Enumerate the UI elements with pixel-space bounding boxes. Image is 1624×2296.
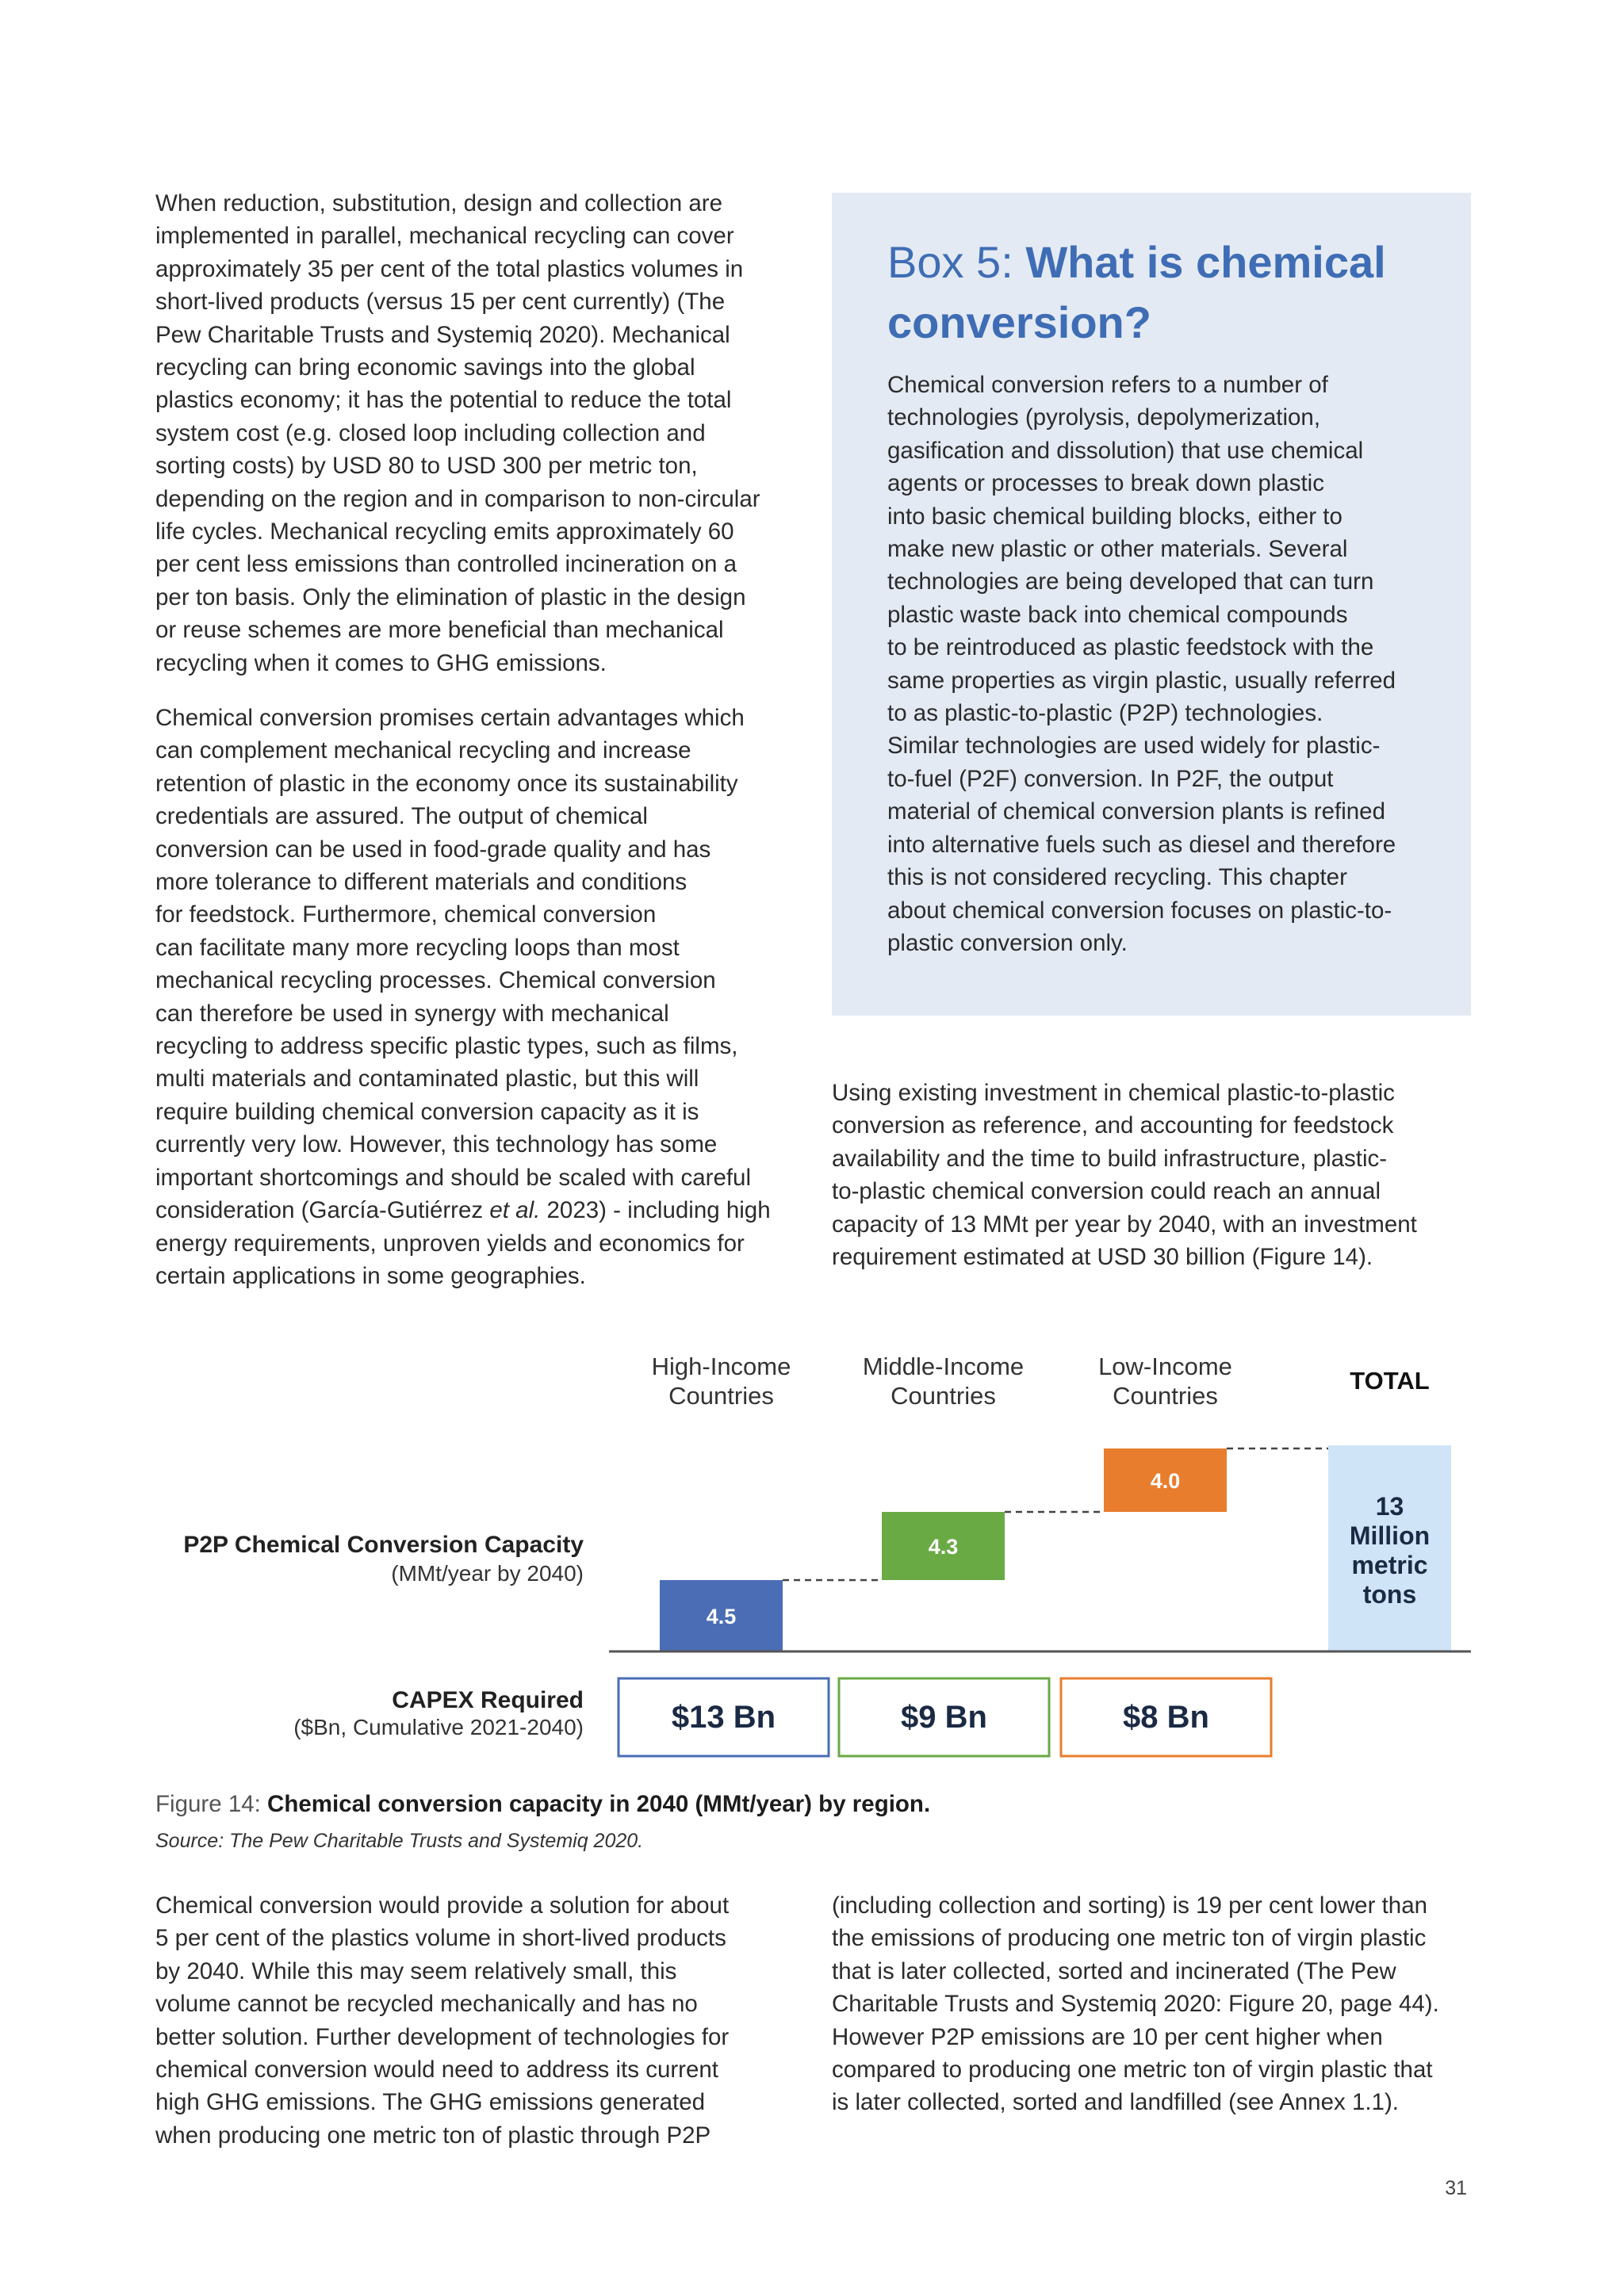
bar-value-label: 4.3: [928, 1535, 959, 1559]
body-paragraph-investment: Using existing investment in chemical plastic-to-plastic conversion as reference, and accounting for feedstock availability and the time to build infrastructure, plastic- to-plastic chemical conversion could reach an annual capacity of 13 MMt per year by 2040, with an investment requirement estimated at USD 30 billion (Figure 14).: [832, 1080, 1417, 1271]
capex-label: $13 Bn: [671, 1700, 776, 1735]
body-paragraph-emissions: (including collection and sorting) is 19 per cent lower than the emissions of producing one metric ton of virgin plastic that is later collected, sorted and incinerated (The Pew Charitable Trusts and Systemiq 2020: Figure 20, page 44). However P2P emissions are 10 per cent higher when compared to producing one metric ton of virgin plastic that is later collected, sorted and landfilled (see Annex 1.1).: [832, 1892, 1439, 2116]
category-label: Countries: [1113, 1382, 1218, 1410]
box-title: [887, 232, 1442, 353]
total-value-label: metric: [1351, 1551, 1428, 1579]
figure-label: Figure 14:: [155, 1791, 268, 1817]
box-title-prefix: Box 5:: [887, 237, 1026, 287]
page-number: 31: [1445, 2177, 1467, 2199]
paragraph-text: 2023) - including high energy requirements, unproven yields and economics for certain applications in some geographies.: [155, 1197, 771, 1289]
category-label: Countries: [668, 1382, 774, 1410]
row-title-capacity: P2P Chemical Conversion Capacity: [183, 1532, 584, 1558]
bar-value-label: 4.5: [706, 1605, 737, 1628]
paragraph-text: Chemical conversion promises certain advantages which can complement mechanical recycling and increase retention of plastic in the economy once its sustainability credentials are assured. The output of chemical conversion can be used in food-grade quality and has more tolerance to different materials and conditions for feedstock. Furthermore, chemical conversion can facilitate many more recycling loops than most mechanical recycling processes. Chemical conversion can therefore be used in synergy with mechanical recycling to address specific plastic types, such as films, multi materials and contaminated plastic, but this will require building chemical conversion capacity as it is currently very low. However, this technology has some important shortcomings and should be scaled with careful consideration (García-Gutiérrez: [155, 705, 752, 1224]
total-value-label: Million: [1349, 1521, 1431, 1550]
body-paragraph-conversion-solution: Chemical conversion would provide a solution for about 5 per cent of the plastics volume in short-lived products by 2040. While this may seem relatively small, this volume cannot be recycled mechanically and has no better solution. Further development of technologies for chemical conversion would need to address its current high GHG emissions. The GHG emissions generated when producing one metric ton of plastic through P2P: [155, 1892, 730, 2149]
total-value-label: 13: [1375, 1492, 1404, 1521]
category-label: Countries: [891, 1382, 996, 1410]
capex-label: $9 Bn: [901, 1700, 987, 1735]
total-value-label: tons: [1362, 1580, 1417, 1609]
row-subtitle-capex: ($Bn, Cumulative 2021-2040): [293, 1715, 584, 1739]
box-body: Chemical conversion refers to a number of technologies (pyrolysis, depolymerization, gasification and dissolution) that use chemical agents or processes to break down plastic into basic chemical building blocks, either to make new plastic or other materials. Several technologies are being developed that can turn plastic waste back into chemical compounds to be reintroduced as plastic feedstock with the same properties as virgin plastic, usually referred to as plastic-to-plastic (P2P) technologies. Similar technologies are used widely for plastic- to-fuel (P2F) conversion. In P2F, the output material of chemical conversion plants is refined into alternative fuels such as diesel and therefore this is not considered recycling. This chapter about chemical conversion focuses on plastic-to- plastic conversion only.: [887, 372, 1396, 956]
body-paragraph-chemical-advantages: [155, 702, 806, 1292]
bar-value-label: 4.0: [1150, 1469, 1181, 1493]
box-title-text: What is chemical conversion?: [887, 237, 1386, 347]
row-title-capex: CAPEX Required: [392, 1687, 584, 1713]
capex-label: $8 Bn: [1123, 1700, 1209, 1735]
category-label: Middle-Income: [862, 1353, 1025, 1380]
body-paragraph-mechanical-recycling: When reduction, substitution, design and collection are implemented in parallel, mechanical recycling can cover approximately 35 per cent of the total plastics volumes in short-lived products (versus 15 per cent currently) (The Pew Charitable Trusts and Systemiq 2020). Mechanical recycling can bring economic savings into the global plastics economy; it has the potential to reduce the total system cost (e.g. closed loop including collection and sorting costs) by USD 80 to USD 300 per metric ton, depending on the region and in comparison to non-circular life cycles. Mechanical recycling emits approximately 60 per cent less emissions than controlled incineration on a per ton basis. Only the elimination of plastic in the design or reuse schemes are more beneficial than mechanical recycling when it comes to GHG emissions.: [155, 190, 760, 676]
category-label: TOTAL: [1350, 1367, 1430, 1395]
category-label: Low-Income: [1098, 1353, 1232, 1380]
figure-chart: [151, 1340, 1483, 1768]
figure-caption: [155, 1791, 1472, 1818]
category-label: High-Income: [651, 1353, 791, 1380]
waterfall-chart: [151, 1340, 1483, 1768]
figure-source: Source: The Pew Charitable Trusts and Systemiq 2020.: [155, 1830, 644, 1852]
paragraph-italic: et al.: [489, 1197, 541, 1224]
info-box: [832, 193, 1471, 1016]
figure-title: Chemical conversion capacity in 2040 (MMt/year) by region.: [267, 1791, 931, 1817]
row-subtitle-capacity: (MMt/year by 2040): [391, 1561, 584, 1586]
